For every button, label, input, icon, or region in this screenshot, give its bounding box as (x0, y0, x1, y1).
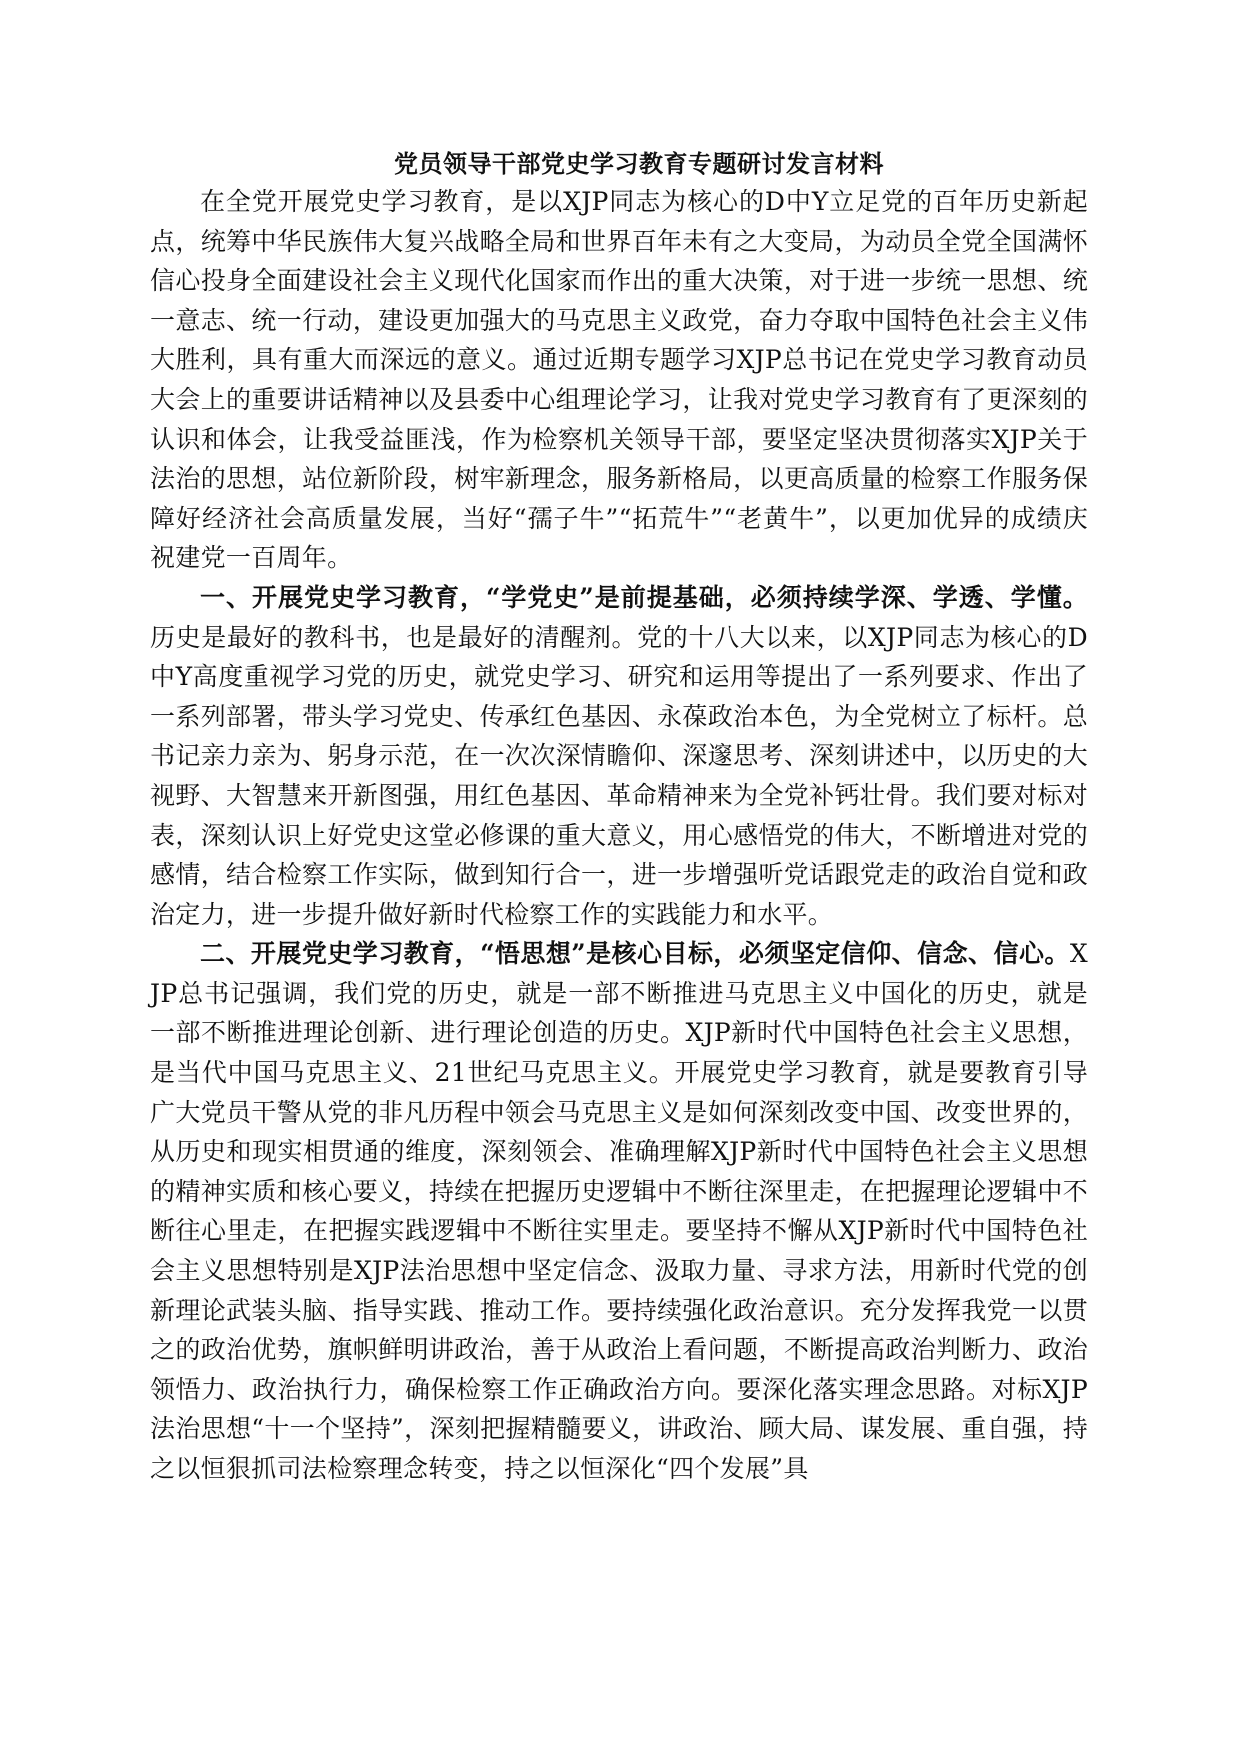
paragraph-text: 在全党开展党史学习教育，是以XJP同志为核心的D中Y立足党的百年历史新起点，统筹中华民族伟大复兴战略全局和世界百年未有之大变局，为动员全党全国满怀信心投身全面建设社会主义现代化国家而作出的重大决策，对于进一步统一思想、统一意志、统一行动，建设更加强大的马克思主义政党，奋力夺取中国特色社会主义伟大胜利，具有重大而深远的意义。通过近期专题学习XJP总书记在党史学习教育动员大会上的重要讲话精神以及县委中心组理论学习，让我对党史学习教育有了更深刻的认识和体会，让我受益匪浅，作为检察机关领导干部，要坚定坚决贯彻落实XJP关于法治的思想，站位新阶段，树牢新理念，服务新格局，以更高质量的检察工作服务保障好经济社会高质量发展，当好“孺子牛”“拓荒牛”“老黄牛”，以更加优异的成绩庆祝建党一百周年。 (150, 187, 1088, 573)
document-page (150, 148, 1088, 1489)
section-heading: 一、开展党史学习教育，“学党史”是前提基础，必须持续学深、学透、学懂。 (200, 582, 1088, 612)
paragraph-section-1 (150, 578, 1088, 934)
paragraph-intro (150, 182, 1088, 578)
paragraph-text: XJP总书记强调，我们党的历史，就是一部不断推进马克思主义中国化的历史，就是一部不断推进理论创新、进行理论创造的历史。XJP新时代中国特色社会主义思想，是当代中国马克思主义、21世纪马克思主义。开展党史学习教育，就是要教育引导广大党员干警从党的非凡历程中领会马克思主义是如何深刻改变中国、改变世界的，从历史和现实相贯通的维度，深刻领会、准确理解XJP新时代中国特色社会主义思想的精神实质和核心要义，持续在把握历史逻辑中不断往深里走，在把握理论逻辑中不断往心里走，在把握实践逻辑中不断往实里走。要坚持不懈从XJP新时代中国特色社会主义思想特别是XJP法治思想中坚定信念、汲取力量、寻求方法，用新时代党的创新理论武装头脑、指导实践、推动工作。要持续强化政治意识。充分发挥我党一以贯之的政治优势，旗帜鲜明讲政治，善于从政治上看问题，不断提高政治判断力、政治领悟力、政治执行力，确保检察工作正确政治方向。要深化落实理念思路。对标XJP法治思想“十一个坚持”，深刻把握精髓要义，讲政治、顾大局、谋发展、重自强，持之以恒狠抓司法检察理念转变，持之以恒深化“四个发展”具 (150, 939, 1088, 1483)
paragraph-text: 历史是最好的教科书，也是最好的清醒剂。党的十八大以来，以XJP同志为核心的D中Y高度重视学习党的历史，就党史学习、研究和运用等提出了一系列要求、作出了一系列部署，带头学习党史、传承红色基因、永葆政治本色，为全党树立了标杆。总书记亲力亲为、躬身示范，在一次次深情瞻仰、深邃思考、深刻讲述中，以历史的大视野、大智慧来开新图强，用红色基因、革命精神来为全党补钙壮骨。我们要对标对表，深刻认识上好党史这堂必修课的重大意义，用心感悟党的伟大，不断增进对党的感情，结合检察工作实际，做到知行合一，进一步增强听党话跟党走的政治自觉和政治定力，进一步提升做好新时代检察工作的实践能力和水平。 (150, 622, 1088, 929)
paragraph-section-2 (150, 934, 1088, 1488)
document-title: 党员领导干部党史学习教育专题研讨发言材料 (394, 149, 884, 178)
section-heading: 二、开展党史学习教育，“悟思想”是核心目标，必须坚定信仰、信念、信心。 (200, 939, 1070, 969)
